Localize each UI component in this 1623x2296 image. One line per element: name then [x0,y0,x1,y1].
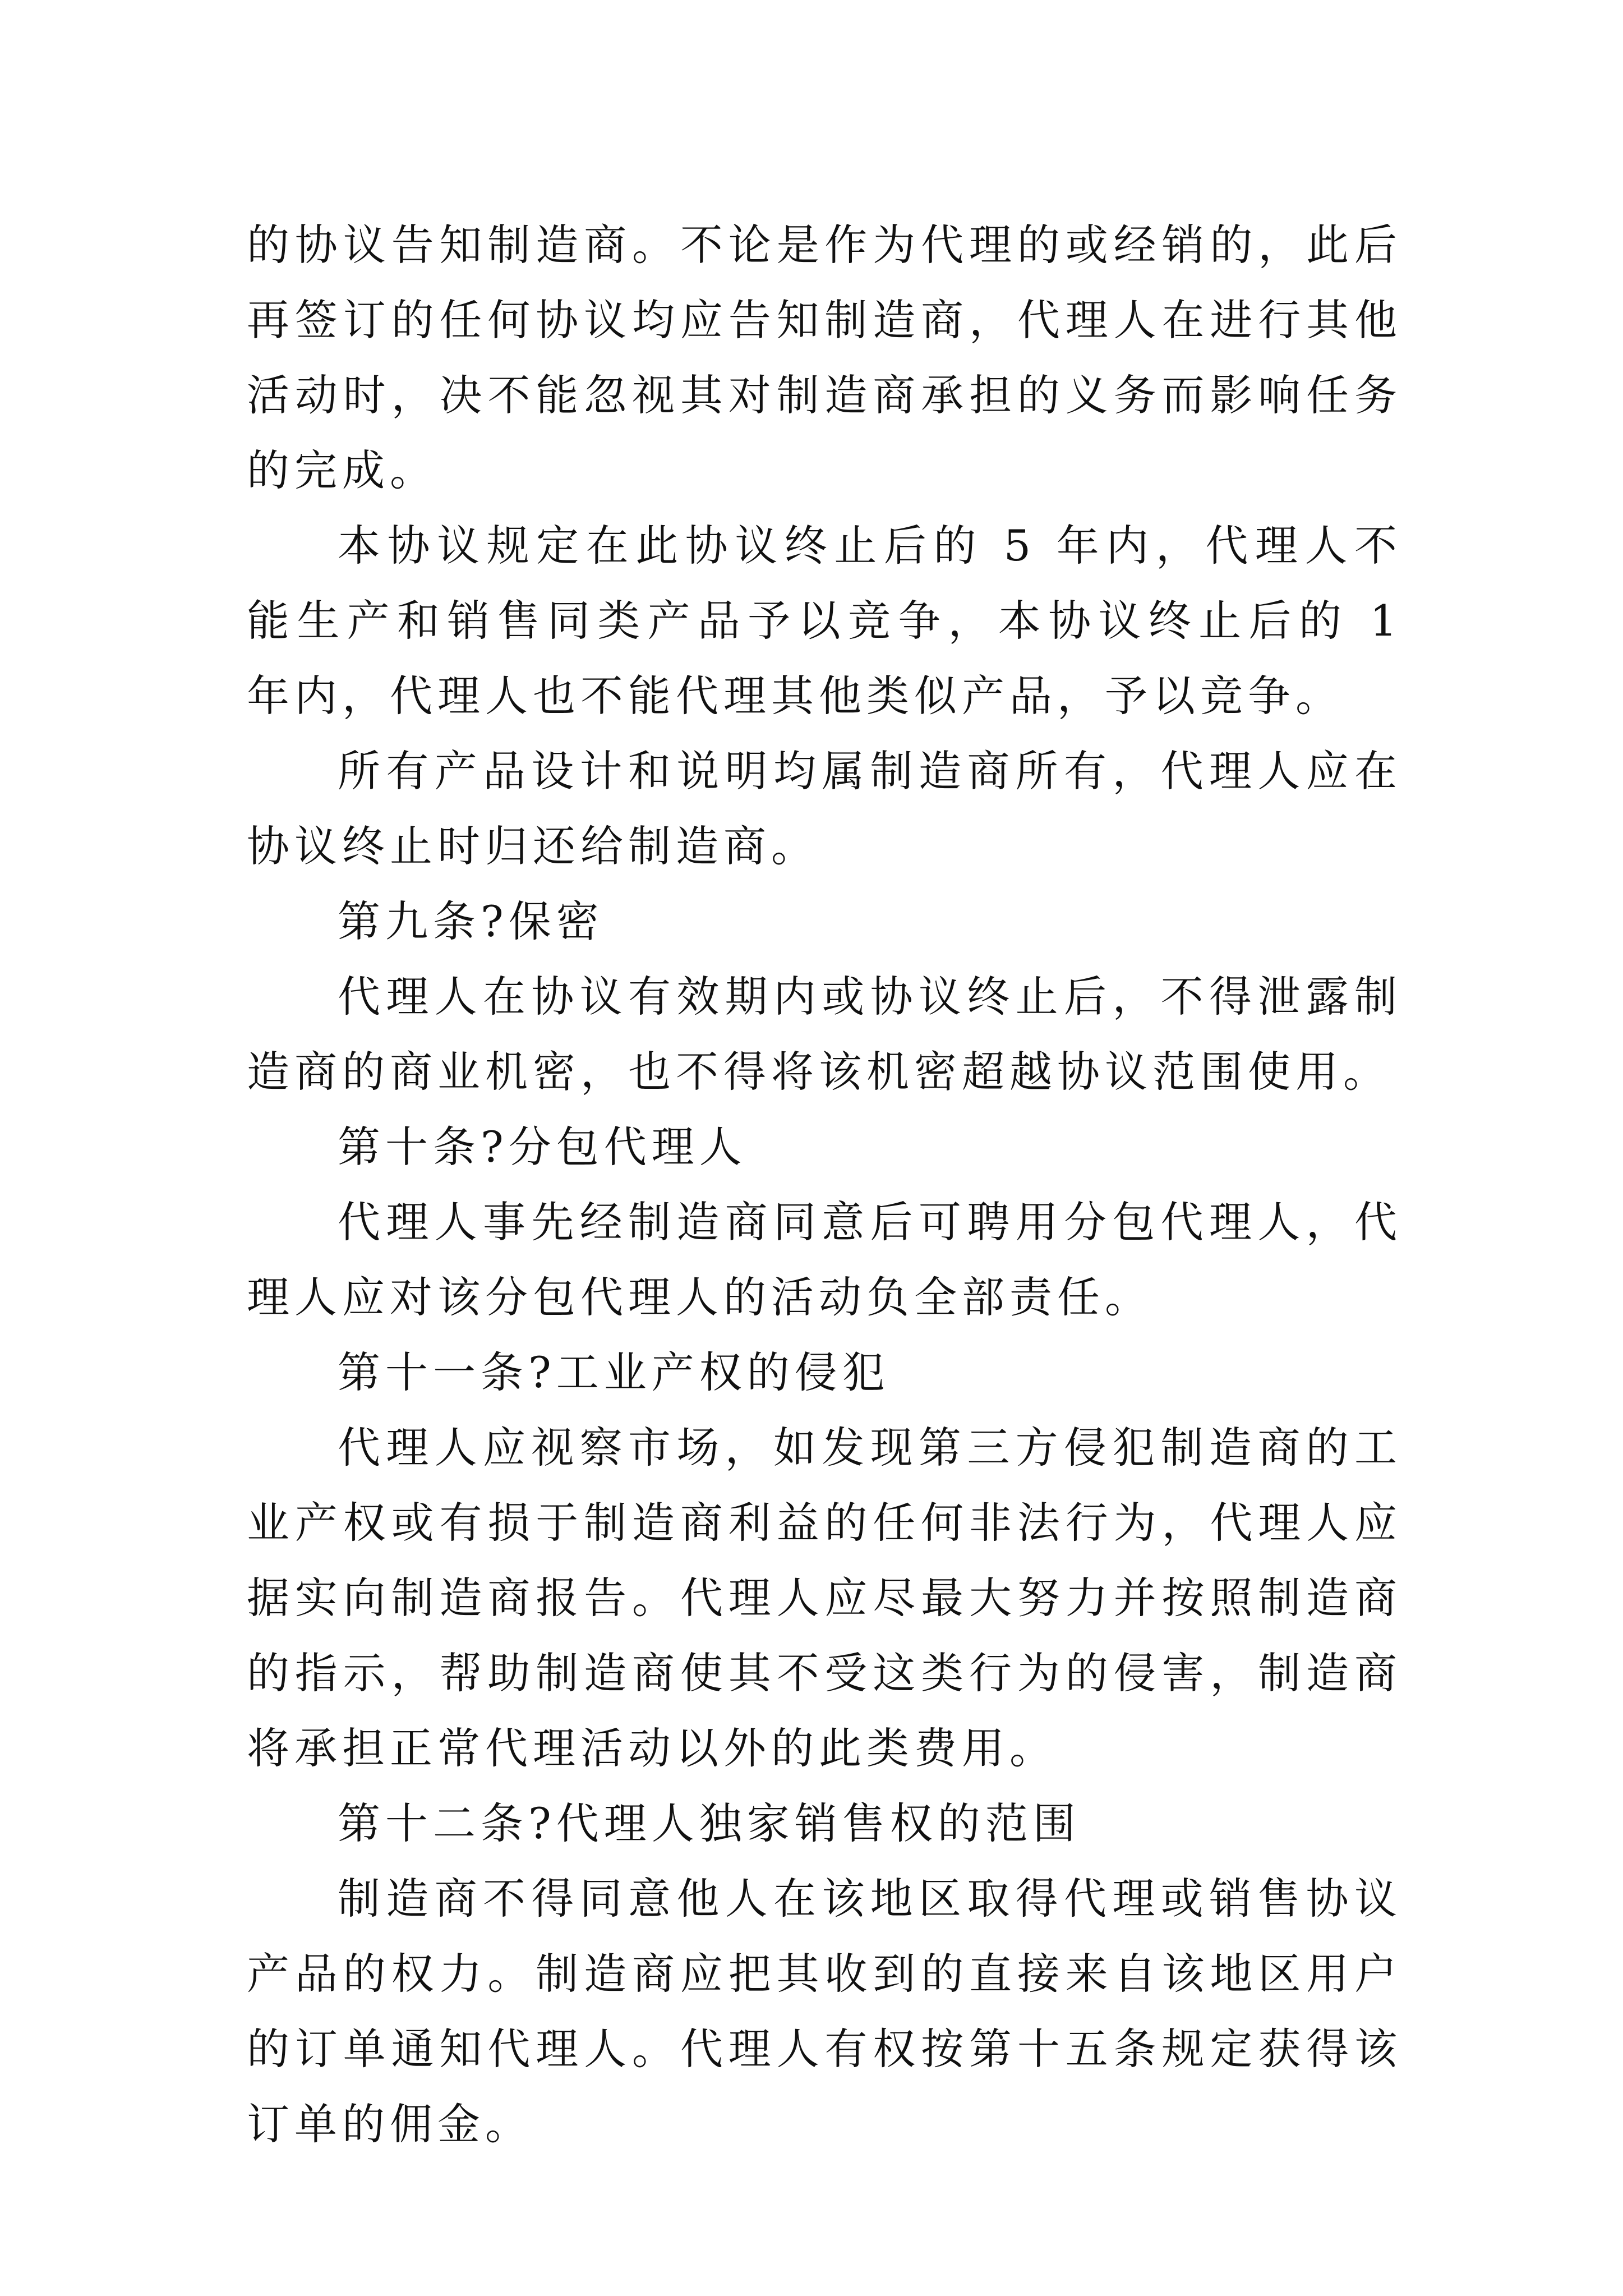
article-9-heading: 第九条?保密 [338,896,604,946]
paragraph-confidentiality: 代理人在协议有效期内或协议终止后，不得泄露制造商的商业机密，也不得将该机密超越协议范围使用。 [247,972,1402,1097]
article-10-heading: 第十条?分包代理人 [338,1122,747,1172]
paragraph-infringement: 代理人应视察市场，如发现第三方侵犯制造商的工业产权或有损于制造商利益的任何非法行为，代理人应据实向制造商报告。代理人应尽最大努力并按照制造商的指示，帮助制造商使其不受这类行为的侵害，制造商将承担正常代理活动以外的此类费用。 [247,1423,1402,1773]
paragraph-exclusive-rights: 制造商不得同意他人在该地区取得代理或销售协议产品的权力。制造商应把其收到的直接来自该地区用户的订单通知代理人。代理人有权按第十五条规定获得该订单的佣金。 [247,1874,1402,2149]
document-body [247,208,1402,2162]
article-11-heading: 第十一条?工业产权的侵犯 [338,1347,890,1397]
paragraph-sub-agent: 代理人事先经制造商同意后可聘用分包代理人，代理人应对该分包代理人的活动负全部责任。 [247,1197,1402,1322]
paragraph-non-compete: 本协议规定在此协议终止后的 5 年内，代理人不能生产和销售同类产品予以竞争，本协议终止后的 1 年内，代理人也不能代理其他类似产品，予以竞争。 [247,521,1402,721]
paragraph-continuation: 的协议告知制造商。不论是作为代理的或经销的，此后再签订的任何协议均应告知制造商，代理人在进行其他活动时，决不能忽视其对制造商承担的义务而影响任务的完成。 [247,220,1402,495]
article-12-heading: 第十二条?代理人独家销售权的范围 [338,1798,1081,1848]
paragraph-product-design: 所有产品设计和说明均属制造商所有，代理人应在协议终止时归还给制造商。 [247,746,1402,871]
